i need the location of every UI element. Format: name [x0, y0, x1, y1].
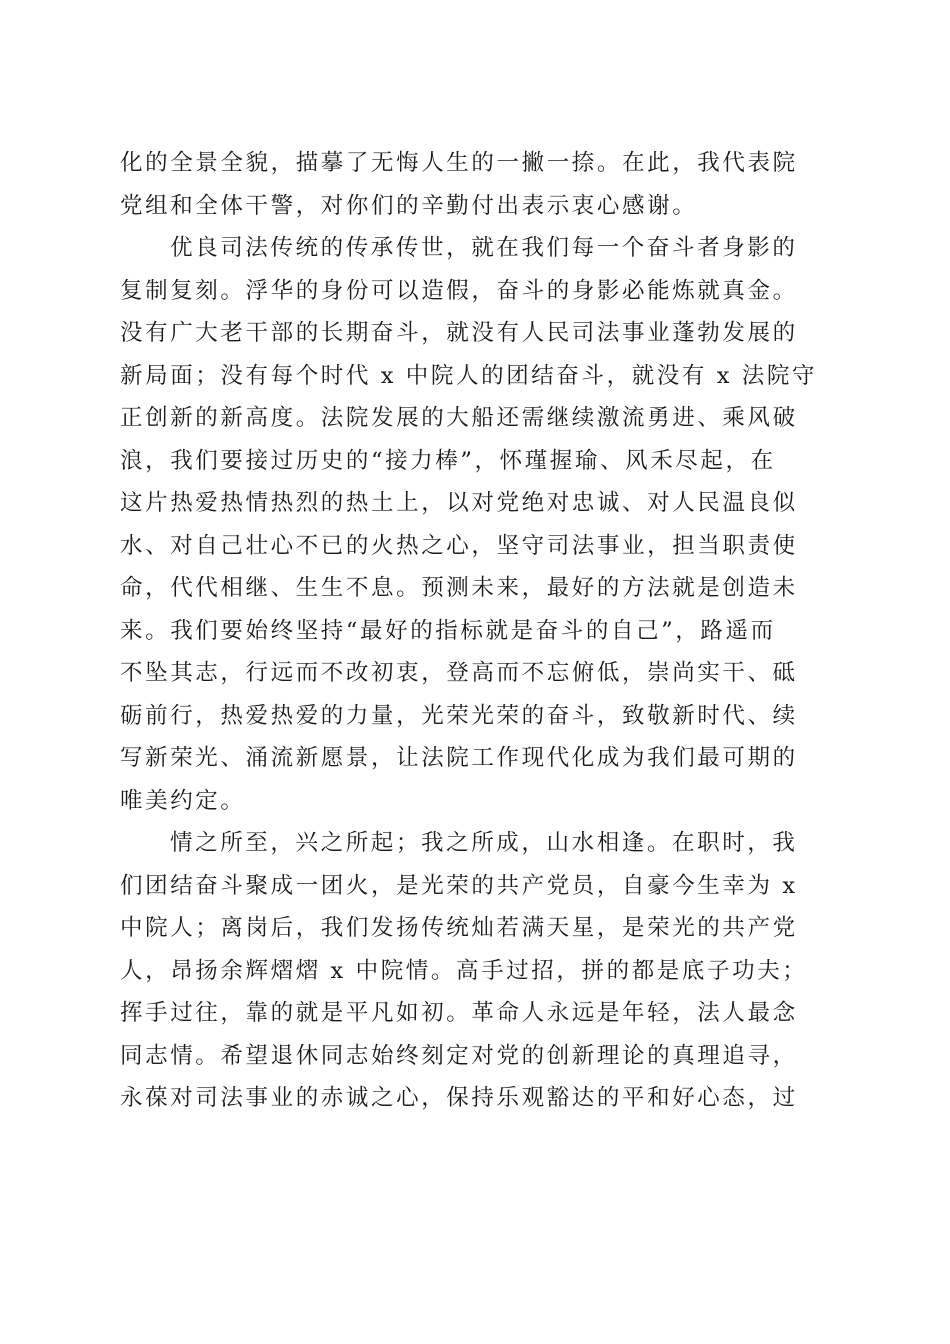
- text-line: 复制复刻。浮华的身份可以造假，奋斗的身影必能炼就真金。: [120, 277, 798, 304]
- text-line: 新局面；没有每个时代 x 中院人的团结奋斗，就没有 x 法院守: [120, 362, 818, 389]
- body-text: [120, 142, 830, 1120]
- text-line: 人，昂扬余辉熠熠 x 中院情。高手过招，拼的都是底子功夫；: [120, 957, 808, 984]
- text-line: 来。我们要始终坚持“最好的指标就是奋斗的自己”，路遥而: [120, 617, 776, 644]
- text-line: 这片热爱热情热烈的热土上，以对党绝对忠诚、对人民温良似: [120, 490, 798, 516]
- text-line: 化的全景全貌，描摹了无悔人生的一撇一捺。在此，我代表院: [120, 150, 798, 176]
- text-line: 命，代代相继、生生不息。预测未来，最好的方法就是创造未: [120, 575, 798, 601]
- text-line: 写新荣光、涌流新愿景，让法院工作现代化成为我们最可期的: [120, 745, 798, 771]
- text-line: 们团结奋斗聚成一团火，是光荣的共产党员，自豪今生幸为 x: [120, 872, 798, 899]
- text-line: 没有广大老干部的长期奋斗，就没有人民司法事业蓬勃发展的: [120, 320, 798, 346]
- text-line: 挥手过往，靠的就是平凡如初。革命人永远是年轻，法人最念: [120, 1000, 798, 1026]
- text-line: 砺前行，热爱热爱的力量，光荣光荣的奋斗，致敬新时代、续: [120, 702, 798, 729]
- text-line: 浪，我们要接过历史的“接力棒”，怀瑾握瑜、风禾尽起，在: [120, 447, 776, 474]
- text-line: 同志情。希望退休同志始终刻定对党的创新理论的真理追寻，: [120, 1042, 798, 1069]
- text-line: 不坠其志，行远而不改初衷，登高而不忘俯低，崇尚实干、砥: [120, 660, 798, 686]
- text-line: 正创新的新高度。法院发展的大船还需继续激流勇进、乘风破: [120, 405, 798, 431]
- text-line: 党组和全体干警，对你们的辛勤付出表示衷心感谢。: [120, 192, 698, 219]
- text-line: 中院人；离岗后，我们发扬传统灿若满天星，是荣光的共产党: [120, 915, 798, 941]
- paragraph-start-line: 情之所至，兴之所起；我之所成，山水相逢。在职时，我: [170, 830, 798, 856]
- text-line: 唯美约定。: [120, 787, 246, 814]
- paragraph-start-line: 优良司法传统的传承传世，就在我们每一个奋斗者身影的: [170, 235, 798, 261]
- text-line: 水、对自己壮心不已的火热之心，坚守司法事业，担当职责使: [120, 532, 798, 559]
- text-line: 永葆对司法事业的赤诚之心，保持乐观豁达的平和好心态，过: [120, 1085, 798, 1111]
